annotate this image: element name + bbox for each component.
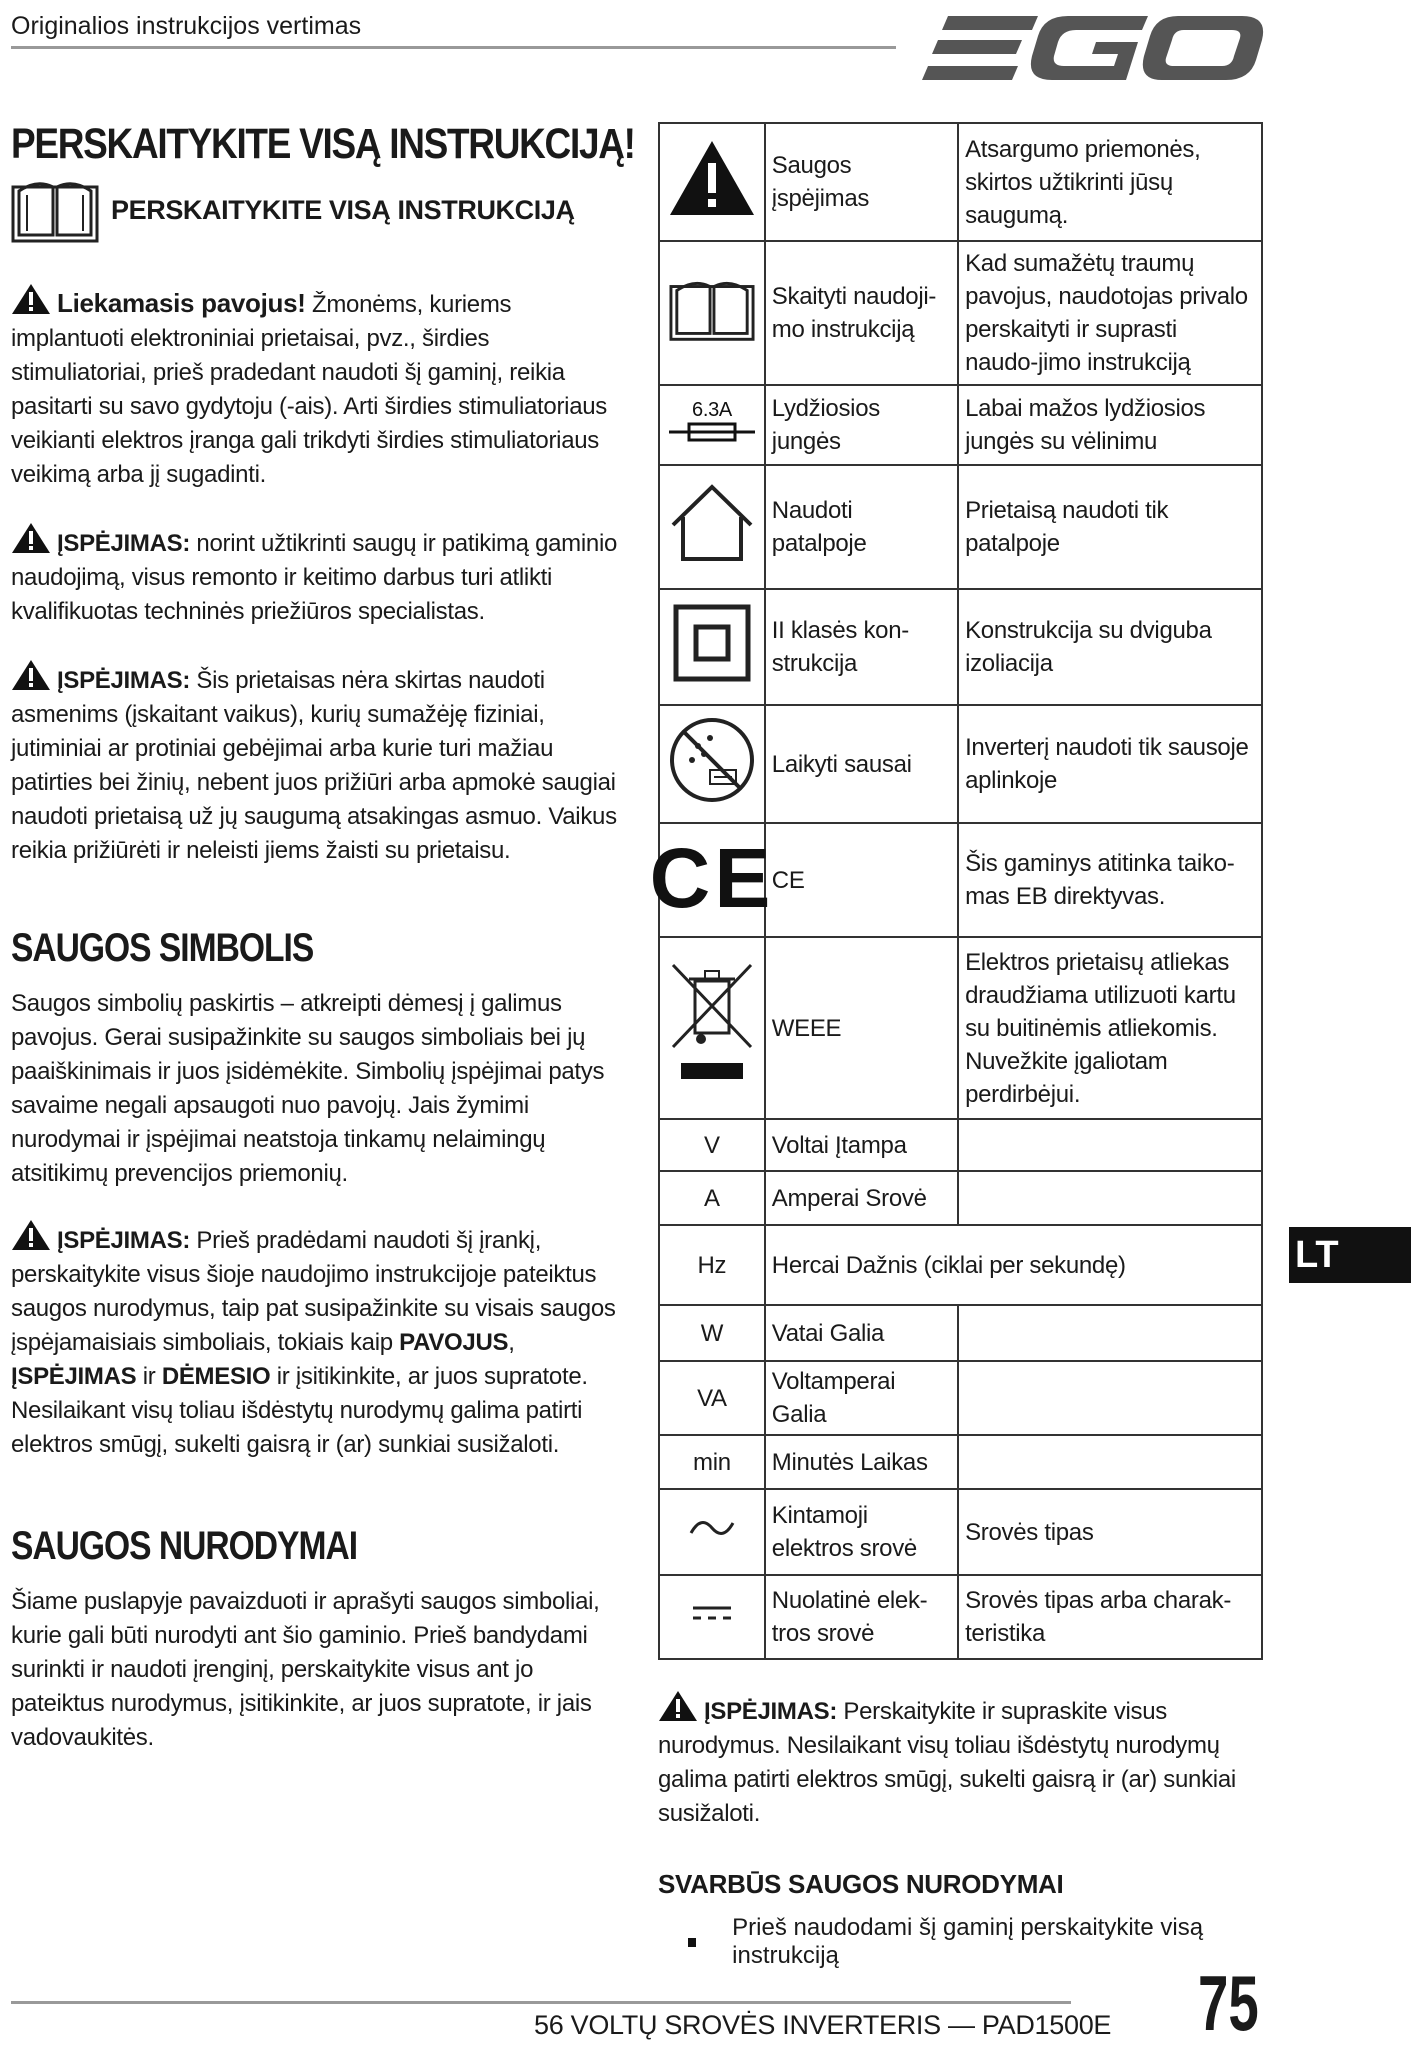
table-cell-desc: Konstrukcija su dviguba izoliacija — [958, 589, 1262, 705]
table-row — [659, 1225, 1262, 1305]
table-cell-name: Saugos įspėjimas — [765, 123, 958, 241]
warning-text-1: norint užtikrinti saugų ir patikimą gaminio naudojimą, visus remonto ir keitimo darbus turi atlikti kvalifikuotas techninės priežiūros specialistas. — [11, 530, 618, 625]
double-square-icon — [672, 603, 752, 683]
table-cell-name: Lydžiosios jungės — [765, 385, 958, 465]
comma: , — [508, 1329, 515, 1356]
table-cell-name: WEEE — [765, 937, 958, 1119]
unit-symbol: Hz — [659, 1225, 765, 1305]
unit-symbol: min — [659, 1435, 765, 1489]
table-cell-desc: Srovės tipas arba charak-teristika — [958, 1575, 1262, 1659]
section-title-safety-instructions: SAUGOS NURODYMAI — [11, 1524, 358, 1568]
unit-symbol: W — [659, 1305, 765, 1361]
residual-risk-text: Žmonėms, kuriems implantuoti elektroniniai prietaisai, pvz., širdies stimuliatoriai, prieš pradedant naudoti šį gaminį, reikia pasitarti su savo gydytoju (-ais). Arti širdies stimuliatoriaus veikianti elektros įranga gali trikdyti širdies stimuliatoriaus veikimą arba jį sugadinti. — [11, 291, 607, 488]
table-cell-desc: Kad sumažėtų traumų pavojus, naudotojas privalo perskaityti ir suprasti naudo-jimo instrukciją — [958, 241, 1262, 385]
read-manual-row — [11, 177, 626, 243]
table-cell-desc — [958, 1435, 1262, 1489]
main-heading: PERSKAITYKITE VISĄ INSTRUKCIJĄ! — [11, 120, 635, 168]
house-icon — [669, 483, 755, 563]
dc-icon — [687, 1598, 737, 1628]
residual-risk-paragraph — [11, 283, 626, 492]
warning-triangle-icon — [668, 139, 756, 217]
list-item — [658, 1914, 1263, 1970]
table-row — [659, 241, 1262, 385]
page-number: 75 — [1198, 1959, 1259, 2047]
warning-triangle-icon — [11, 659, 51, 691]
table-row — [659, 1171, 1262, 1225]
fuse-icon — [667, 396, 757, 446]
table-row — [659, 465, 1262, 589]
table-row — [659, 823, 1262, 937]
table-cell-desc: Srovės tipas — [958, 1489, 1262, 1575]
table-row — [659, 1435, 1262, 1489]
table-cell-name: Voltai Įtampa — [765, 1119, 958, 1171]
table-row — [659, 589, 1262, 705]
warning-label: ĮSPĖJIMAS: — [57, 667, 191, 694]
read-manual-label: PERSKAITYKITE VISĄ INSTRUKCIJĄ — [111, 194, 575, 225]
warning-triangle-icon — [658, 1690, 698, 1722]
symbols-table — [649, 122, 1263, 1660]
keyword-danger: PAVOJUS — [399, 1329, 509, 1356]
table-row — [659, 1305, 1262, 1361]
header-title: Originalios instrukcijos vertimas — [11, 12, 362, 40]
table-cell-desc: Prietaisą naudoti tik patalpoje — [958, 465, 1262, 589]
table-cell-desc: Elektros prietaisų atliekas draudžiama utilizuoti kartu su buitinėmis atliekomis. Nuvežkite įgaliotam perdirbėjui. — [958, 937, 1262, 1119]
table-cell-desc: Labai mažos lydžiosios jungės su vėlinimu — [958, 385, 1262, 465]
table-cell-name: Voltamperai Galia — [765, 1361, 958, 1435]
weee-bin-icon — [667, 959, 757, 1089]
unit-symbol: V — [659, 1119, 765, 1171]
table-row — [659, 937, 1262, 1119]
right-warning-text: Perskaitykite ir supraskite visus nurodymus. Nesilaikant visų toliau išdėstytų nurodymų galima patirti elektros smūgį, sukelti gaisrą ir (ar) sunkiai susižaloti. — [658, 1698, 1236, 1827]
table-cell-name: Kintamoji elektros srovė — [765, 1489, 958, 1575]
ego-logo — [926, 10, 1266, 88]
table-cell-name: Amperai Srovė — [765, 1171, 958, 1225]
footer-product-name: 56 VOLTŲ SROVĖS INVERTERIS — PAD1500E — [534, 2010, 1112, 2040]
header-rule — [11, 46, 896, 49]
ce-mark-icon — [649, 830, 775, 925]
table-cell-name: Naudoti patalpoje — [765, 465, 958, 589]
table-cell-desc: Atsargumo priemonės, skirtos užtikrinti jūsų saugumą. — [958, 123, 1262, 241]
table-cell-desc — [958, 1305, 1262, 1361]
svg-text:CE: CE — [649, 830, 775, 925]
keyword-warning: ĮSPĖJIMAS — [11, 1363, 137, 1390]
ac-wave-icon — [687, 1513, 737, 1543]
warning-paragraph-3 — [11, 1219, 626, 1462]
warning-label: ĮSPĖJIMAS: — [704, 1698, 838, 1725]
table-cell-name: II klasės kon-strukcija — [765, 589, 958, 705]
safety-symbol-paragraph: Saugos simbolių paskirtis – atkreipti dėmesį į galimus pavojus. Gerai susipažinkite su saugos simboliais bei jų paaiškinimais ir juos įsidėmėkite. Simbolių įspėjimai patys savaime negali apsaugoti nuo pavojų. Jais žymimi nurodymai ir įspėjimai neatstoja tinkamų nelaimingų atsitikimų prevencijos priemonių. — [11, 990, 605, 1187]
table-row — [659, 1119, 1262, 1171]
table-row — [659, 1361, 1262, 1435]
table-cell-name: Laikyti sausai — [765, 705, 958, 823]
important-safety-title: SVARBŪS SAUGOS NURODYMAI — [658, 1869, 1064, 1899]
warning-label: ĮSPĖJIMAS: — [57, 530, 191, 557]
list-item-text: Prieš naudodami šį gaminį perskaitykite visą instrukciją — [732, 1914, 1204, 1969]
warning-paragraph-2 — [11, 659, 626, 868]
table-cell-desc — [958, 1361, 1262, 1435]
warning-triangle-icon — [11, 283, 51, 315]
manual-book-icon — [11, 177, 99, 243]
warning-text-2: Šis prietaisas nėra skirtas naudoti asmenims (įskaitant vaikus), kurių sumažėję fiziniai, jutiminiai ar protiniai gebėjimai arba kurie turi mažiau patirties bei žinių, nebent juos prižiūri arba apmokė saugiai naudoti prietaisą už jų saugumą atsakingas asmuo. Vaikus reikia prižiūrėti ir neleisti jiems žaisti su prietaisu. — [11, 667, 617, 864]
svg-text:6.3A: 6.3A — [691, 398, 732, 421]
table-row — [659, 1489, 1262, 1575]
left-column — [11, 120, 635, 1755]
keyword-caution: DĖMESIO — [161, 1363, 271, 1390]
table-cell-desc — [958, 1119, 1262, 1171]
table-cell-name: Minutės Laikas — [765, 1435, 958, 1489]
warning-triangle-icon — [11, 522, 51, 554]
table-row — [659, 385, 1262, 465]
bullet-marker — [688, 1938, 696, 1947]
table-row — [659, 705, 1262, 823]
language-tab: LT — [1289, 1227, 1411, 1283]
table-cell-desc: Šis gaminys atitinka taiko-mas EB direktyvas. — [958, 823, 1262, 937]
table-cell-name: CE — [765, 823, 958, 937]
table-row — [659, 1575, 1262, 1659]
unit-symbol: A — [659, 1171, 765, 1225]
table-cell-desc: Inverterį naudoti tik sausoje aplinkoje — [958, 705, 1262, 823]
no-rain-icon — [668, 716, 756, 804]
table-cell-name: Vatai Galia — [765, 1305, 958, 1361]
residual-risk-title: Liekamasis pavojus! — [57, 288, 306, 318]
table-row — [659, 123, 1262, 241]
warning-text-3a: Prieš pradėdami naudoti šį įrankį, perskaitykite visus šioje naudojimo instrukcijoje pateiktus saugos nurodymus, taip pat susipažinkite su visais saugos įspėjamaisiais simboliais, tokiais kaip — [11, 1227, 616, 1356]
warning-label: ĮSPĖJIMAS: — [57, 1227, 191, 1254]
section-title-safety-symbol: SAUGOS SIMBOLIS — [11, 926, 314, 970]
right-column — [649, 122, 1263, 1970]
safety-instructions-paragraph: Šiame puslapyje pavaizduoti ir aprašyti saugos simboliai, kurie gali būti nurodyti ant šio gaminio. Prieš bandydami surinkti ir naudoti įrenginį, perskaitykite visus ant jo pateiktus nurodymus, įsitikinkite, ar juos supratote, ir jais vadovaukitės. — [11, 1588, 600, 1751]
warning-text-3b: ir įsitikinkite, ar juos supratote. Nesilaikant visų toliau išdėstytų nurodymų galima patirti elektros smūgį, sukelti gaisrą ir (ar) sunkiai susižaloti. — [11, 1363, 588, 1458]
right-warning-paragraph — [658, 1690, 1263, 1831]
table-cell-name: Skaityti naudoji-mo instrukciją — [765, 241, 958, 385]
table-cell-name: Hercai Dažnis (ciklai per sekundę) — [765, 1225, 1262, 1305]
warning-triangle-icon — [11, 1219, 51, 1251]
warning-paragraph-1 — [11, 522, 626, 629]
conjunction: ir — [136, 1363, 162, 1390]
unit-symbol: VA — [659, 1361, 765, 1435]
footer-rule — [11, 2001, 1071, 2004]
manual-book-icon — [669, 276, 755, 342]
table-cell-name: Nuolatinė elek-tros srovė — [765, 1575, 958, 1659]
table-cell-desc — [958, 1171, 1262, 1225]
